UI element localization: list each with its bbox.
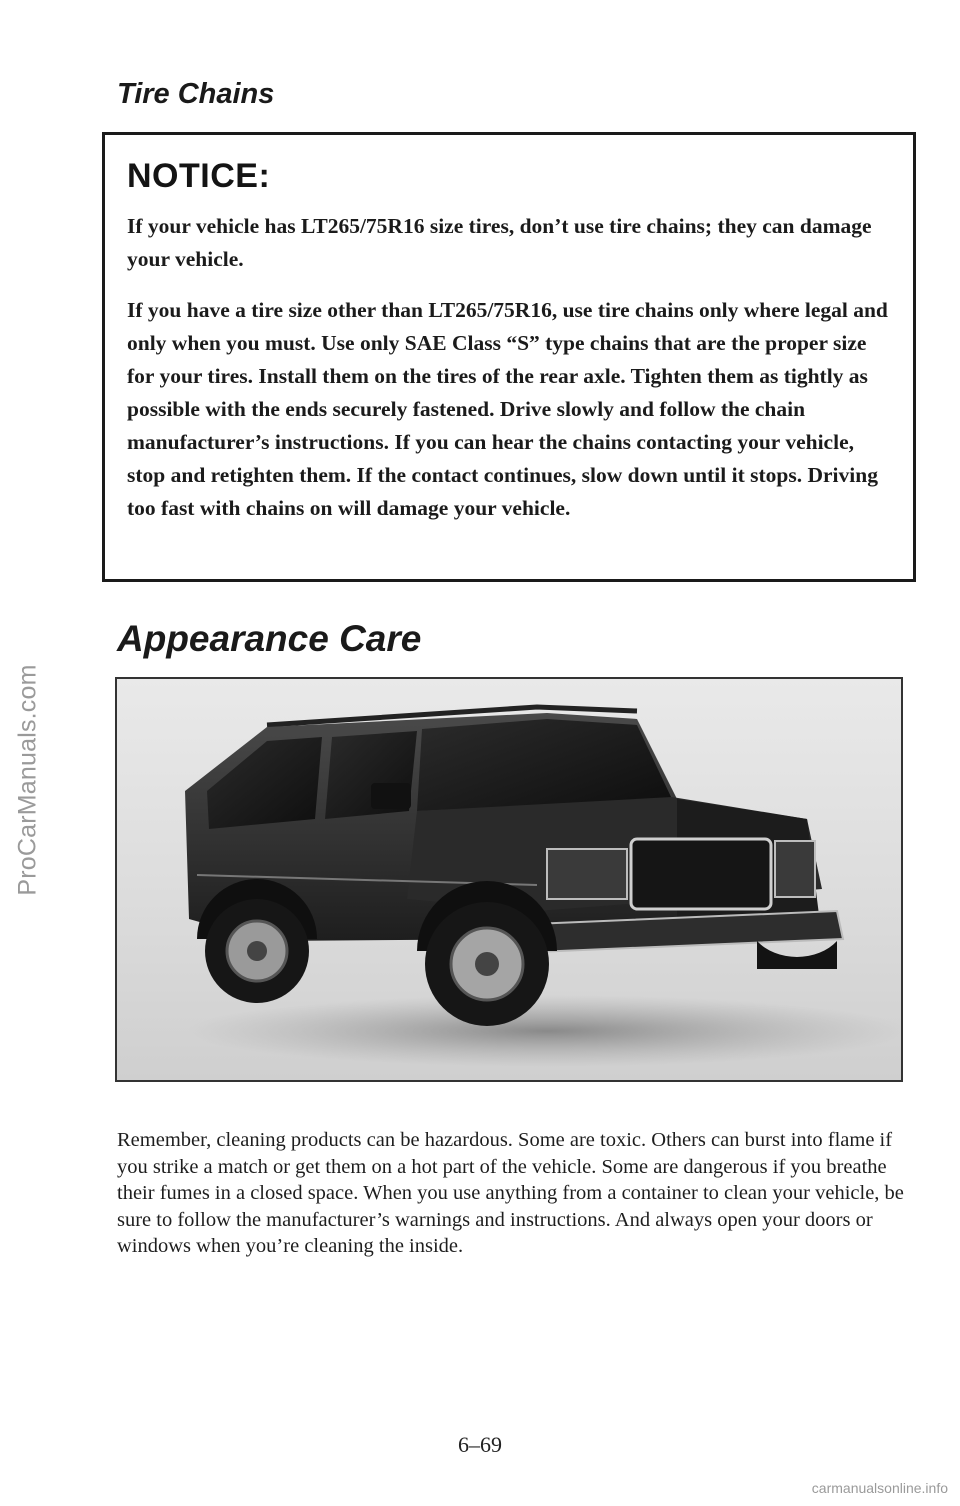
side-watermark: ProCarManuals.com xyxy=(13,664,42,896)
vehicle-photo xyxy=(115,677,903,1082)
notice-box xyxy=(102,132,916,582)
notice-paragraph: If you have a tire size other than LT265/75R16, use tire chains only where legal and only when you must. Use only SAE Class “S” type chains that are the proper size for your tires. Install them on the tires of the rear axle. Tighten them as tightly as possible with the ends securely fastened. Drive slowly and follow the chain manufacturer’s instructions. If you can hear the chains contacting your vehicle, stop and retighten them. If the contact continues, slow down until it stops. Driving too fast with chains on will damage your vehicle. xyxy=(127,298,888,520)
appearance-care-paragraph: Remember, cleaning products can be hazardous. Some are toxic. Others can burst into flame if you strike a match or get them on a hot part of the vehicle. Some are dangerous if you breathe their fumes in a closed space. When you use anything from a container to clean your vehicle, be sure to follow the manufacturer’s warnings and instructions. And always open your doors or windows when you’re cleaning the inside. xyxy=(117,1129,904,1257)
section-heading-tire-chains: Tire Chains xyxy=(117,78,275,110)
notice-title: NOTICE: xyxy=(127,157,271,195)
notice-paragraph: If your vehicle has LT265/75R16 size tires, don’t use tire chains; they can damage your vehicle. xyxy=(127,214,872,271)
page-number: 6–69 xyxy=(458,1432,502,1457)
footer-watermark: carmanualsonline.info xyxy=(811,1480,948,1496)
suv-illustration xyxy=(117,679,901,1080)
section-heading-appearance-care: Appearance Care xyxy=(117,618,422,659)
